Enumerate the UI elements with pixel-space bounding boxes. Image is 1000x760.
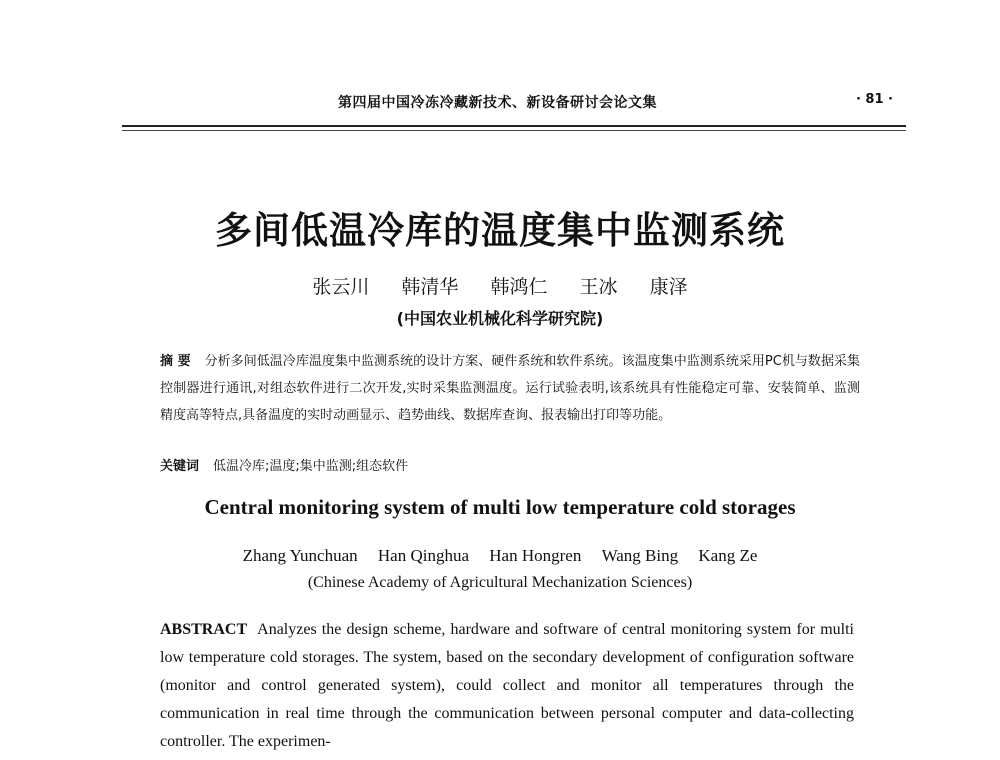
author-en: Zhang Yunchuan [242, 546, 358, 565]
affiliation-chinese: (中国农业机械化科学研究院) [396, 309, 604, 328]
keywords-label: 关键词 [160, 459, 200, 474]
author-en: Han Qinghua [377, 546, 470, 565]
author-cn: 韩鸿仁 [490, 276, 548, 298]
authors-chinese [0, 272, 1000, 299]
keywords-text: 低温冷库;温度;集中监测;组态软件 [213, 459, 409, 474]
proceedings-title: 第四届中国冷冻冷藏新技术、新设备研讨会论文集 [338, 95, 657, 111]
abstract-text-chinese: 分析多间低温冷库温度集中监测系统的设计方案、硬件系统和软件系统。该温度集中监测系统采用PC机与数据采集控制器进行通讯,对组态软件进行二次开发,实时采集监测温度。运行试验表明,该系统具有性能稳定可靠、安装简单、监测精度高等特点,具备温度的实时动画显示、趋势曲线、数据库查询、报表输出打印等功能。 [160, 354, 860, 423]
abstract-english [160, 616, 854, 756]
page-number: · 81 · [855, 92, 893, 107]
paper-title-english: Central monitoring system of multi low temperature cold storages [204, 495, 796, 519]
paper-title-chinese: 多间低温冷库的温度集中监测系统 [215, 209, 785, 252]
keywords-chinese [160, 455, 860, 474]
authors-english [0, 546, 1000, 566]
abstract-chinese [160, 348, 860, 429]
author-cn: 康泽 [649, 276, 688, 298]
author-cn: 张云川 [312, 276, 370, 298]
abstract-label-english: ABSTRACT [160, 621, 248, 638]
author-cn: 韩清华 [401, 276, 459, 298]
abstract-label-chinese: 摘 要 [160, 354, 191, 369]
author-en: Han Hongren [489, 546, 582, 565]
header-rule-thick [122, 125, 906, 127]
author-cn: 王冰 [579, 276, 618, 298]
running-header [120, 92, 905, 118]
author-en: Kang Ze [698, 546, 758, 565]
affiliation-english: (Chinese Academy of Agricultural Mechanization Sciences) [307, 574, 693, 591]
author-en: Wang Bing [601, 546, 679, 565]
abstract-text-english: Analyzes the design scheme, hardware and software of central monitoring system for multi low temperature cold storages. The system, based on the secondary development of configuration software (monitor and control generated system), could collect and monitor all temperatures through the communication in real time through the communication between personal computer and data-collecting controller. The experimen- [160, 621, 854, 750]
header-rule-thin [122, 130, 906, 131]
